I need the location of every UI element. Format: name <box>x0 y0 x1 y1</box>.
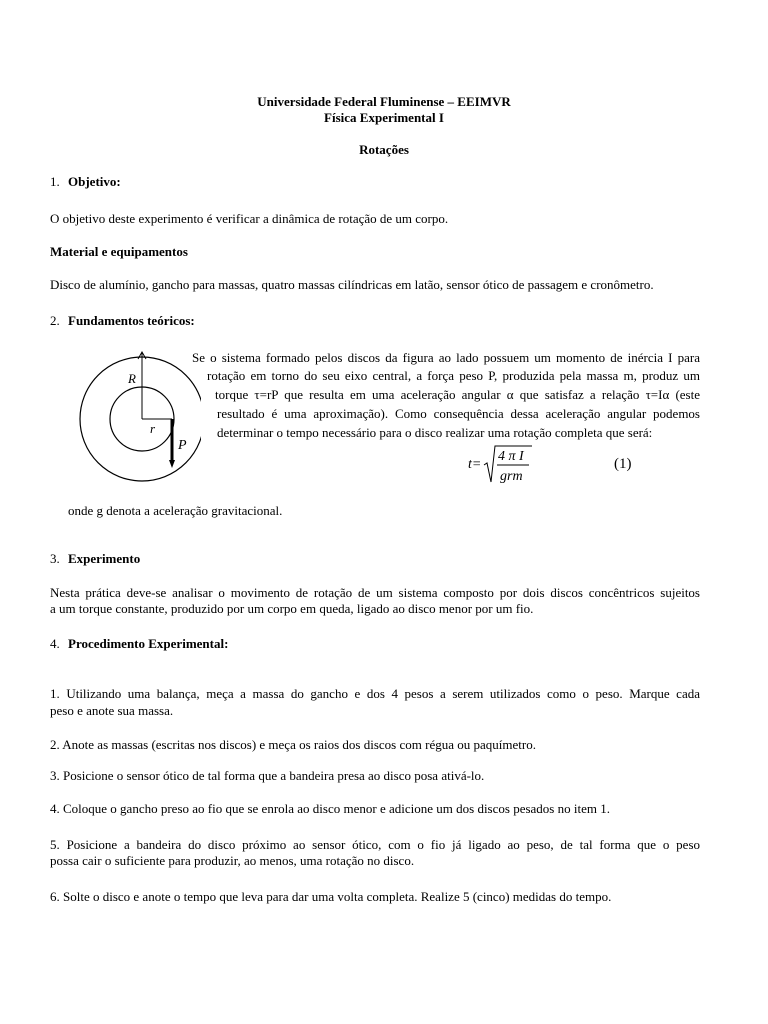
disk-diagram <box>75 348 201 484</box>
procedure-step-1-line-2: peso e anote sua massa. <box>50 703 174 718</box>
theory-line-2: rotação em torno do seu eixo central, a força peso P, produzida pela massa m, produz um <box>207 368 700 383</box>
theory-heading: 2. Fundamentos teóricos: <box>50 313 195 328</box>
procedure-step-1-line-1: 1. Utilizando uma balança, meça a massa do gancho e dos 4 pesos a serem utilizados como o peso. Marque cada <box>50 686 700 701</box>
theory-line-4: resultado é uma aproximação). Como consequência dessa aceleração angular podemos <box>217 406 700 421</box>
procedure-step-5-line-1: 5. Posicione a bandeira do disco próximo ao sensor ótico, com o fio já ligado ao peso, de tal forma que o peso <box>50 837 700 852</box>
time-formula <box>466 444 646 486</box>
experiment-line-2: a um torque constante, produzido por um corpo em queda, ligado ao disco menor por um fio. <box>50 601 534 616</box>
material-text: Disco de alumínio, gancho para massas, quatro massas cilíndricas em latão, sensor ótico de passagem e cronômetro. <box>50 277 654 292</box>
material-heading: Material e equipamentos <box>50 244 188 259</box>
theory-line-5: determinar o tempo necessário para o disco realizar uma rotação completa que será: <box>217 425 653 440</box>
procedure-step-5-line-2: possa cair o suficiente para produzir, ao menos, uma rotação no disco. <box>50 853 415 868</box>
course-title: Física Experimental I <box>324 110 444 125</box>
procedure-step-6: 6. Solte o disco e anote o tempo que leva para dar uma volta completa. Realize 5 (cinco) medidas do tempo. <box>50 889 612 904</box>
objective-text: O objetivo deste experimento é verificar a dinâmica de rotação de um corpo. <box>50 211 449 226</box>
outer-disk <box>80 357 201 481</box>
theory-line-3: torque τ=rP que resulta em uma aceleração angular α que satisfaz a relação τ=Iα (este <box>215 387 700 402</box>
procedure-step-4: 4. Coloque o gancho preso ao fio que se enrola ao disco menor e adicione um dos discos pesados no item 1. <box>50 801 610 816</box>
procedure-heading: 4. Procedimento Experimental: <box>50 636 229 651</box>
university-title: Universidade Federal Fluminense – EEIMVR <box>257 94 511 109</box>
theory-line-1: Se o sistema formado pelos discos da figura ao lado possuem um momento de inércia I para <box>192 350 700 365</box>
formula-numerator: 4 π I <box>498 449 524 464</box>
experiment-line-1: Nesta prática deve-se analisar o movimento de rotação de um sistema composto por dois discos concêntricos sujeitos <box>50 585 700 600</box>
inner-radius-label: r <box>150 421 156 436</box>
outer-radius-label: R <box>128 371 136 386</box>
formula-number: (1) <box>614 456 632 472</box>
weight-label: P <box>178 438 187 453</box>
gravity-note: onde g denota a aceleração gravitacional. <box>68 503 283 518</box>
objective-heading: 1. Objetivo: <box>50 174 121 189</box>
procedure-step-3: 3. Posicione o sensor ótico de tal forma que a bandeira presa ao disco posa ativá-lo. <box>50 768 485 783</box>
page-title: Rotações <box>359 142 409 157</box>
experiment-heading: 3. Experimento <box>50 551 141 566</box>
formula-lhs: t= <box>468 457 482 472</box>
formula-denominator: grm <box>500 469 523 484</box>
procedure-step-2: 2. Anote as massas (escritas nos discos) e meça os raios dos discos com régua ou paquímetro. <box>50 737 536 752</box>
weight-arrowhead <box>169 460 175 468</box>
